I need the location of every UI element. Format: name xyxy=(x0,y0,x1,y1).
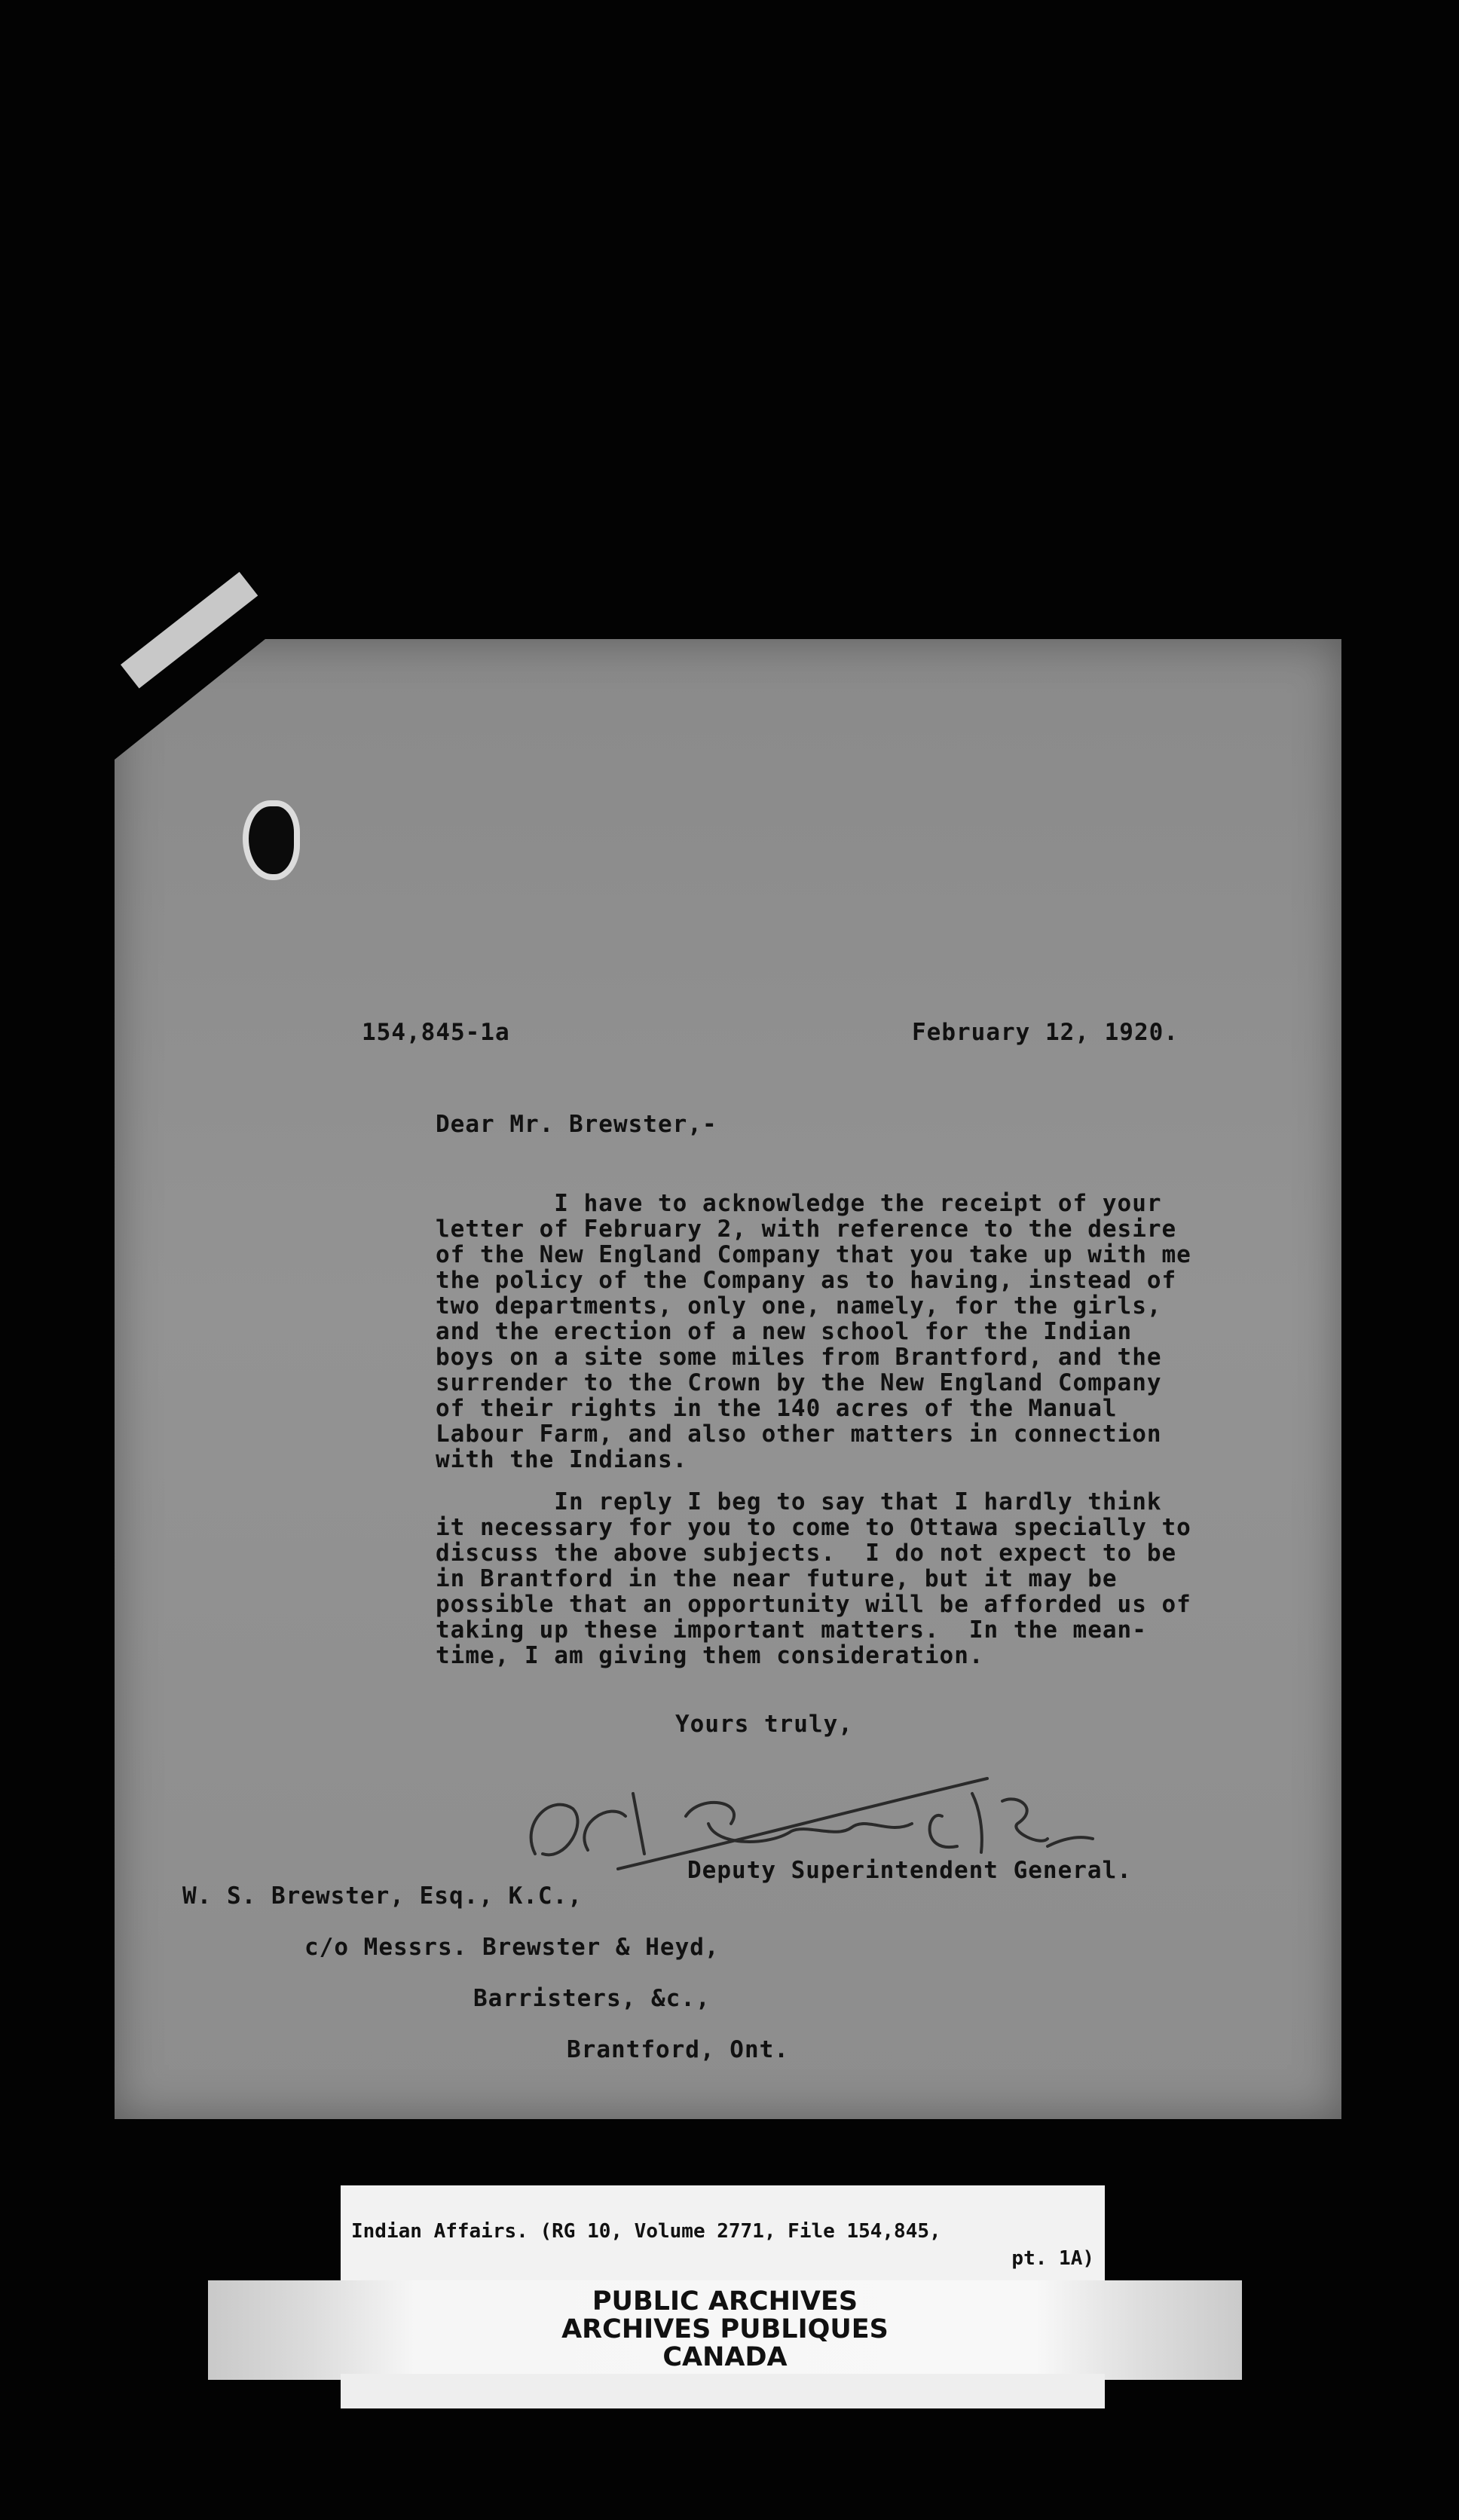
body-paragraph: In reply I beg to say that I hardly think it necessary for you to come to Ottawa specially to discuss the above subjects. I do not expect to be in Brantford in the near future, but it may be possible that an opportunity will be afforded us of taking up these important matters. In the mean- time, I am giving them consideration. xyxy=(436,1488,1191,1669)
label-strip xyxy=(341,2374,1105,2408)
body-paragraph: I have to acknowledge the receipt of your letter of February 2, with reference to the desire of the New England Company that you take up with me the policy of the Company as to having, instead of two departments, only one, namely, for the girls, and the erection of a new school for the Indian boys on a site some miles from Brantford, and the surrender to the Crown by the New England Company of their rights in the 140 acres of the Manual Labour Farm, and also other matters in connection with the Indians. xyxy=(436,1190,1191,1473)
file-number: 154,845-1a xyxy=(362,1019,510,1046)
punch-hole xyxy=(249,806,294,874)
closing: Yours truly, xyxy=(675,1711,853,1738)
signer-title: Deputy Superintendent General. xyxy=(687,1857,1132,1884)
archive-reference-line: pt. 1A) xyxy=(1011,2247,1094,2270)
addressee-city: Brantford, Ont. xyxy=(567,2036,789,2063)
addressee-name: W. S. Brewster, Esq., K.C., xyxy=(182,1882,583,1910)
archive-stamp-line: CANADA xyxy=(662,2342,788,2372)
archive-stamp-line: PUBLIC ARCHIVES xyxy=(592,2286,858,2317)
archive-stamp xyxy=(208,2280,1242,2380)
archive-stamp-line: ARCHIVES PUBLIQUES xyxy=(561,2314,889,2344)
addressee-care-of: c/o Messrs. Brewster & Heyd, xyxy=(304,1934,720,1961)
salutation: Dear Mr. Brewster,- xyxy=(436,1111,717,1138)
archive-reference-label xyxy=(341,2185,1105,2283)
addressee-profession: Barristers, &c., xyxy=(473,1985,711,2012)
letter-date: February 12, 1920. xyxy=(912,1019,1179,1046)
archive-reference-line: Indian Affairs. (RG 10, Volume 2771, File 154,845, xyxy=(351,2220,941,2243)
